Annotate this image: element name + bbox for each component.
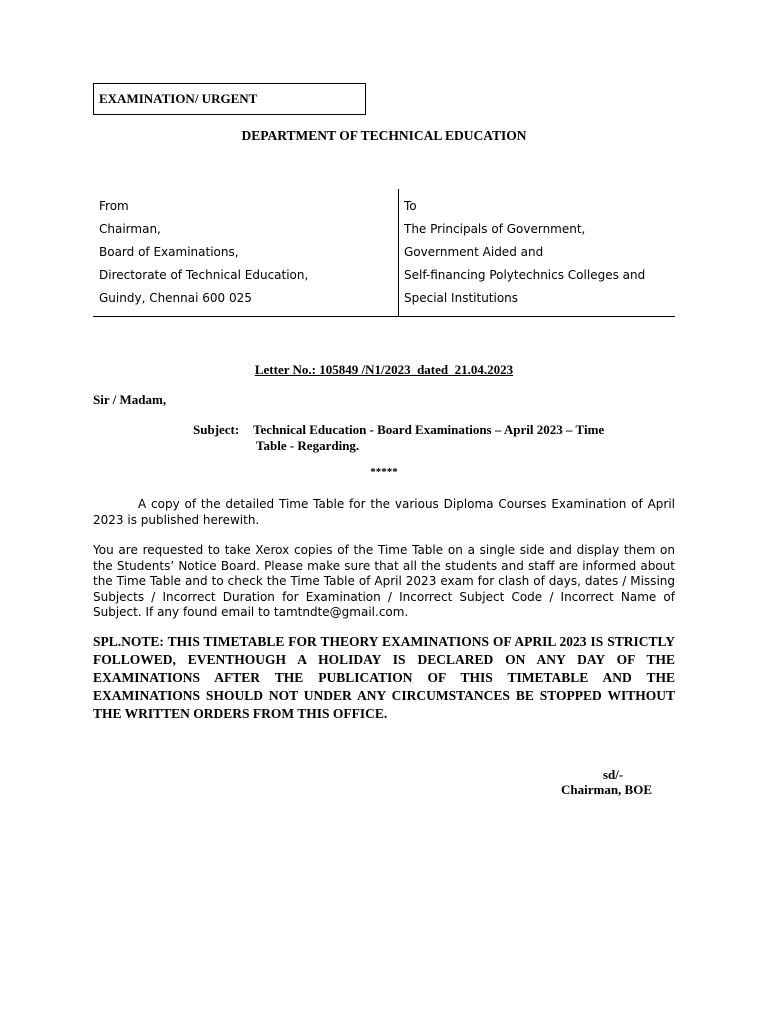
special-note: SPL.NOTE: THIS TIMETABLE FOR THEORY EXAMINATIONS OF APRIL 2023 IS STRICTLY FOLLOWED, EVENTHOUGH A HOLIDAY IS DECLARED ON ANY DAY OF THE EXAMINATIONS AFTER THE PUBLICATION OF THIS TIMETABLE AND THE EXAMINATIONS SHOULD NOT UNDER ANY CIRCUMSTANCES BE STOPPED WITHOUT THE WRITTEN ORDERS FROM THIS OFFICE. xyxy=(93,634,675,721)
address-bottom-rule xyxy=(93,316,675,317)
to-line: Government Aided and xyxy=(404,245,544,259)
from-line: Chairman, xyxy=(99,222,161,236)
signature-designation: Chairman, BOE xyxy=(561,782,653,797)
from-line: Directorate of Technical Education, xyxy=(99,268,309,282)
subject-line-1: Technical Education - Board Examinations – April 2023 – Time xyxy=(253,422,605,437)
department-title: DEPARTMENT OF TECHNICAL EDUCATION xyxy=(241,128,527,143)
to-line: Special Institutions xyxy=(404,291,519,305)
signature-sd: sd/- xyxy=(603,767,624,782)
to-address-block xyxy=(404,195,645,310)
paragraph-instructions: You are requested to take Xerox copies of the Time Table on a single side and display them on the Students’ Notice Board. Please make sure that all the students and staff are informed about the Time Table and to check the Time Table of April 2023 exam for clash of days, dates / Missing Subjects / Incorrect Duration for Examination / Incorrect Subject Code / Incorrect Name of Subject. If any found email to tamtndte@gmail.com. xyxy=(93,543,675,619)
paragraph-timetable-copy: A copy of the detailed Time Table for the various Diploma Courses Examination of April 2023 is published herewith. xyxy=(93,497,675,527)
urgent-label-box xyxy=(93,83,366,115)
from-line: Guindy, Chennai 600 025 xyxy=(99,291,252,305)
subject-line-2: Table - Regarding. xyxy=(256,438,360,453)
to-line: The Principals of Government, xyxy=(404,222,586,236)
from-line: From xyxy=(99,199,129,213)
separator-stars: ***** xyxy=(370,466,398,478)
from-line: Board of Examinations, xyxy=(99,245,239,259)
to-line: Self-financing Polytechnics Colleges and xyxy=(404,268,646,282)
from-address-block xyxy=(99,195,308,310)
letter-number: Letter No.: 105849 /N1/2023 dated 21.04.2023 xyxy=(254,362,514,377)
subject-block xyxy=(193,422,663,454)
address-divider xyxy=(398,189,399,317)
salutation: Sir / Madam, xyxy=(93,392,167,407)
urgent-label: EXAMINATION/ URGENT xyxy=(99,91,258,106)
to-line: To xyxy=(404,199,417,213)
subject-label: Subject: xyxy=(193,422,240,437)
